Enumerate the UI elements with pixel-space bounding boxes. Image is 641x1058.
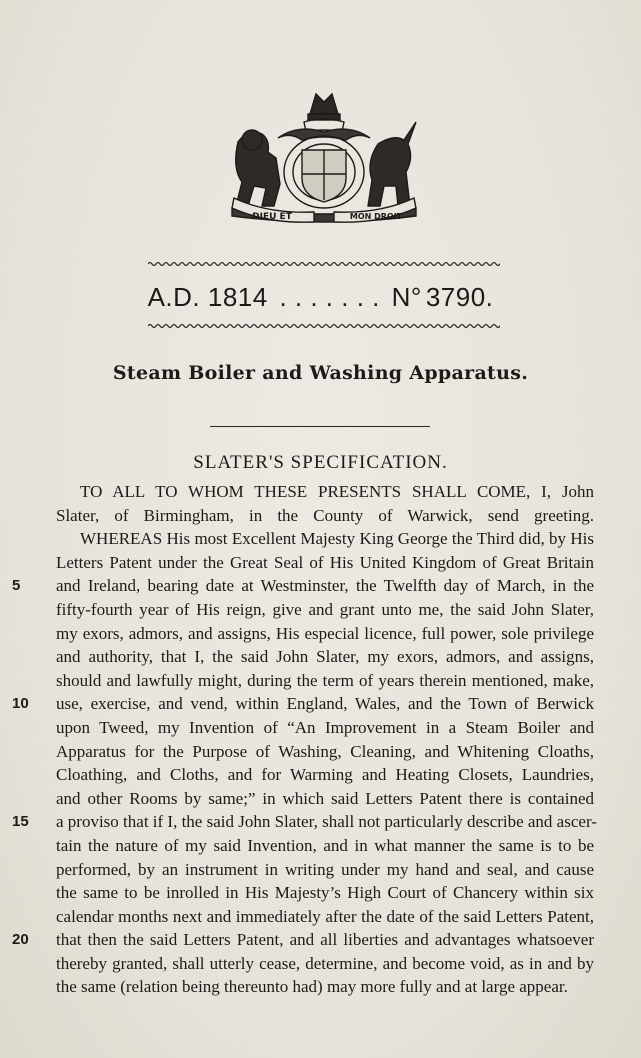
number-prefix: N° [391, 282, 422, 312]
motto-left: DIEU ET [252, 212, 292, 222]
patent-number-line [0, 282, 641, 313]
line-text: use, exercise, and vend, within England, Wales, and the Town of Berwick [56, 694, 594, 714]
line-text: the same (relation being thereunto had) may more fully and at large appear. [56, 977, 568, 997]
text-line [12, 574, 594, 598]
text-line [56, 622, 594, 646]
text-line [56, 716, 594, 740]
divider-rule [210, 426, 430, 427]
line-text: a proviso that if I, the said John Slater, shall not particularly describe and ascer- [56, 812, 597, 832]
line-text: and authority, that I, the said John Slater, my exors, admors, and assigns, [56, 647, 594, 667]
text-line [56, 551, 594, 575]
line-text: and Ireland, bearing date at Westminster, the Twelfth day of March, in the [56, 576, 594, 596]
line-text: TO ALL TO WHOM THESE PRESENTS SHALL COME, I, John [80, 482, 594, 501]
text-line [56, 834, 594, 858]
wavy-rule-bottom [148, 322, 500, 330]
line-number: 20 [12, 931, 29, 949]
line-text: Apparatus for the Purpose of Washing, Cleaning, and Whitening Cloaths, [56, 741, 594, 761]
text-line [56, 598, 594, 622]
line-text: WHEREAS His most Excellent Majesty King George the Third did, by His [80, 529, 594, 549]
line-text: Slater, of Birmingham, in the County of Warwick, send greeting. [56, 505, 594, 525]
line-text: Cloathing, and Cloths, and for Warming and Heating Closets, Laundries, [56, 765, 594, 785]
line-text: the same to be inrolled in His Majesty’s High Court of Chancery within six [56, 883, 594, 903]
royal-coat-of-arms [218, 88, 430, 228]
text-line [12, 928, 594, 952]
line-text: Letters Patent under the Great Seal of His United Kingdom of Great Britain [56, 552, 594, 572]
wavy-rule-top [148, 260, 500, 268]
text-line [56, 881, 594, 905]
line-text: should and lawfully might, during the term of years therein mentioned, make, [56, 670, 594, 690]
text-line [56, 858, 594, 882]
motto-right: MON DROIT [349, 212, 403, 221]
text-line [56, 763, 594, 787]
line-number: 15 [12, 813, 29, 831]
line-text: tain the nature of my said Invention, and in what manner the same is to be [56, 835, 594, 855]
patent-year: A.D. 1814 [147, 282, 268, 312]
line-text: and other Rooms by same;” in which said Letters Patent there is contained [56, 788, 594, 808]
line-text: that then the said Letters Patent, and all liberties and advantages whatsoever [56, 930, 594, 950]
text-line [56, 787, 594, 811]
text-line [56, 740, 594, 764]
line-text: calendar months next and immediately after the date of the said Letters Patent, [56, 906, 594, 926]
text-line [56, 975, 594, 999]
line-text: performed, by an instrument in writing under my hand and seal, and cause [56, 859, 594, 879]
line-text: upon Tweed, my Invention of “An Improvement in a Steam Boiler and [56, 717, 594, 737]
text-line [56, 952, 594, 976]
text-line [12, 692, 594, 716]
text-line [12, 810, 597, 834]
text-line [56, 480, 594, 504]
text-line [56, 669, 594, 693]
line-text: my exors, admors, and assigns, His especial licence, full power, sole privilege [56, 623, 594, 643]
specification-body [12, 480, 597, 999]
line-number: 10 [12, 695, 29, 713]
line-text: thereby granted, shall utterly cease, determine, and become void, as in and by [56, 953, 594, 973]
line-number: 5 [12, 577, 21, 595]
specification-heading: SLATER'S SPECIFICATION. [193, 452, 448, 473]
text-line [56, 504, 594, 528]
patent-number: 3790. [425, 282, 494, 312]
leader-dots: . . . . . . . [279, 282, 380, 312]
line-text: fifty-fourth year of His reign, give and grant unto me, the said John Slater, [56, 599, 594, 619]
text-line [56, 645, 594, 669]
patent-title: Steam Boiler and Washing Apparatus. [112, 362, 529, 384]
text-line [56, 905, 594, 929]
text-line [56, 527, 594, 551]
